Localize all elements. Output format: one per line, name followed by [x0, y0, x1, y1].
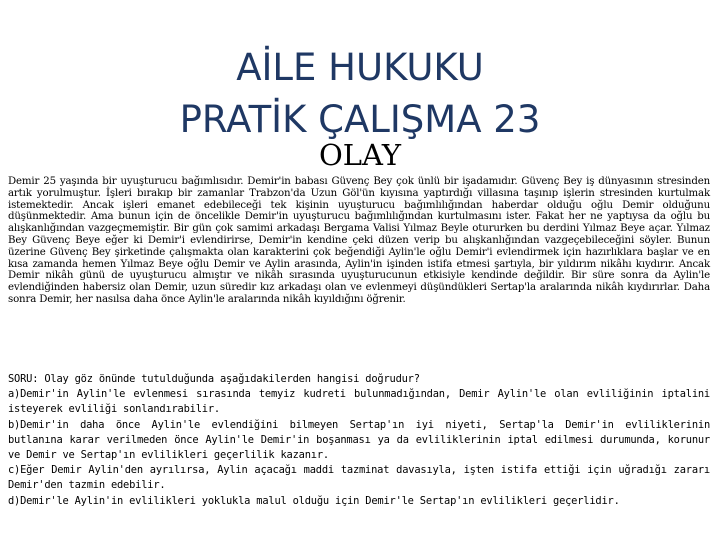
- subtitle-olay: OLAY: [319, 138, 401, 172]
- question-block: [8, 372, 710, 509]
- title-line-1: AİLE HUKUKU: [236, 46, 484, 89]
- option-c: c)Eğer Demir Aylin'den ayrılırsa, Aylin açacağı maddi tazminat davasıyla, işten istifa ettiği için uğradığı zararı Demir'den tazmin edebilir.: [8, 464, 710, 492]
- option-b: b)Demir'in daha önce Aylin'le evlendiğini bilmeyen Sertap'ın iyi niyeti, Sertap'la Demir'in evliliklerinin butlanına karar verilmeden önce Aylin'le Demir'in boşanması ya da evliliklerinin iptal edilmesi durumunda, korunur ve Demir ve Sertap'ın evlilikleri geçerlilik kazanır.: [8, 418, 710, 462]
- case-story: Demir 25 yaşında bir uyuşturucu bağımlısıdır. Demir'in babası Güvenç Bey çok ünlü bir işadamıdır. Güvenç Bey iş dünyasının stresinden artık yorulmuştur. İşleri bırakıp bir zamanlar Trabzon'da Uzun Göl'ün kıyısına yaptırdığı villasına taşınıp işlerin stresinden kurtulmak istemektedir. Ancak işleri emanet edebileceği tek kişinin uyuşturucu bağımlılığından haberdar olduğu oğlu Demir olduğunu düşünmektedir. Ama bunun için de öncelikle Demir'in uyuşturucu bağımlılığından kurtulmasını ister. Fakat her ne yaptıysa da oğlu bu alışkanlığından vazgeçmemiştir. Bir gün çok samimi arkadaşı Bergama Valisi Yılmaz Beyle otururken bu derdini Yılmaz Beye açar. Yılmaz Bey Güvenç Beye eğer ki Demir'i evlendirirse, Demir'in kendine çeki düzen verip bu alışkanlığından vazgeçebileceğini söyler. Bunun üzerine Güvenç Bey şirketinde çalışmakta olan karakterini çok beğendiği Aylin'le oğlu Demir'i evlendirmek için hazırlıklara başlar ve en kısa zamanda hemen Yılmaz Beye oğlu Demir ve Aylin arasında, Aylin'in işinden istifa etmesi şartıyla, bir yıldırım nikâhı kıydırır. Ancak Demir nikâh günü de uyuşturucu almıştır ve nikâh sırasında uyuşturucunun etkisiyle kendinde değildir. Bir süre sonra da Aylin'le evlendiğinden habersiz olan Demir, uzun süredir kız arkadaşı olan ve evlenmeyi düşündükleri Sertap'la aralarında nikâh kıydırırlar. Daha sonra Demir, her nasılsa daha önce Aylin'le aralarında nikâh kıyıldığını öğrenir.: [8, 176, 710, 305]
- title-line-2: PRATİK ÇALIŞMA 23: [179, 98, 541, 141]
- option-a: a)Demir'in Aylin'le evlenmesi sırasında temyiz kudreti bulunmadığından, Demir Aylin'le olan evliliğinin iptalini isteyerek evliliği sonlandırabilir.: [8, 388, 710, 416]
- question-text: SORU: Olay göz önünde tutulduğunda aşağıdakilerden hangisi doğrudur?: [8, 373, 420, 385]
- option-d: d)Demir'le Aylin'in evlilikleri yokluklа malul olduğu için Demir'le Sertap'ın evlilikleri geçerlidir.: [8, 494, 620, 507]
